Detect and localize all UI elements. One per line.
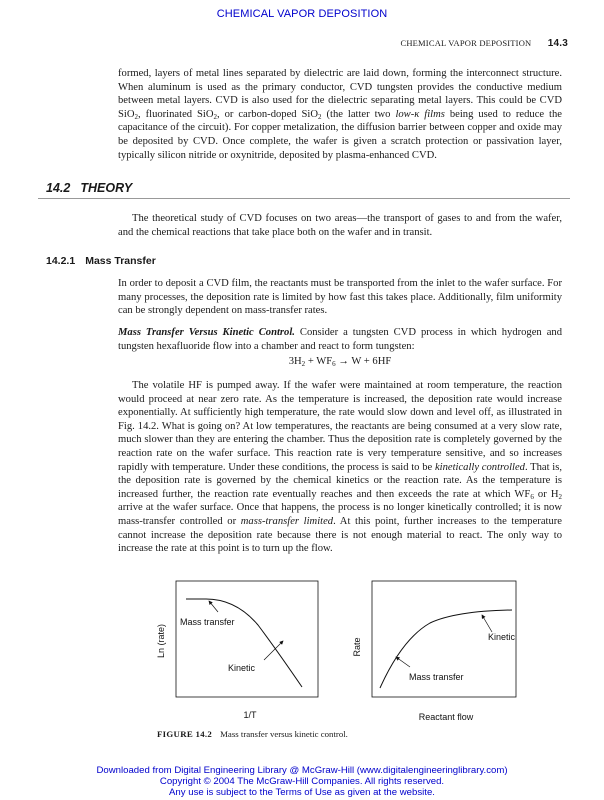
temperature-paragraph bbox=[118, 379, 562, 556]
intro-text-3: , or carbon-doped SiO bbox=[217, 108, 319, 120]
mass-transfer-paragraph: In order to deposit a CVD film, the reactants must be transported from the inlet to the wafer surface. For many processes, the deposition rate is limited by how fast this takes place. Additionally, film uniformity can be strongly dependent on mass-transfer rates. bbox=[118, 278, 562, 317]
temp-sub-1: 6 bbox=[530, 492, 534, 501]
temp-text-1: The volatile HF is pumped away. If the wafer were maintained at room temperature, the reaction would proceed at near zero rate. As the temperature is increased, the deposition rate would increase exponentially. At sufficiently high temperature, the rate would slow down and level off, as illustrated in Fig. 14.2. What is going on? At low temperatures, the reactants are being consumed at a very slow rate, much slower than they are entering the chamber. Thus the deposition rate is completely governed by the reaction rate on the wafer surface. This reaction rate is very temperature sensitive, and so increases rapidly with temperature. Under these conditions, the process is said to be bbox=[118, 380, 562, 473]
temp-text-5: . At this point, further increases to the temperature cannot increase the deposition rate because there is not enough material to react. The only way to increase the rate at this point is to turn up the flow. bbox=[118, 515, 562, 555]
right-label-kinetic: Kinetic bbox=[488, 632, 516, 642]
footer bbox=[0, 765, 604, 798]
intro-text-4: (the latter two bbox=[321, 108, 396, 120]
left-arrow-bottom bbox=[264, 641, 283, 660]
caption-text: Mass transfer versus kinetic control. bbox=[220, 729, 348, 739]
footer-copyright: Copyright © 2004 The McGraw-Hill Companies. All rights reserved. bbox=[159, 776, 445, 787]
intro-sub-1: 2 bbox=[134, 112, 138, 121]
intro-text-1: formed, layers of metal lines separated by dielectric are laid down, forming the interconnect structure. When aluminum is used as the primary conductor, CVD tungsten provides the conductive medium between metal layers. CVD is also used for the dielectric separating metal layers. This could be CVD SiO bbox=[118, 68, 562, 120]
left-panel bbox=[156, 581, 318, 720]
temp-italic-kinetic: kinetically controlled bbox=[434, 461, 525, 473]
footer-terms-link[interactable]: Any use is subject to the Terms of Use as given at the website. bbox=[169, 787, 435, 798]
right-label-mass-transfer: Mass transfer bbox=[409, 672, 464, 682]
eq-sub-b: 6 bbox=[332, 360, 336, 368]
kinetic-control-paragraph bbox=[118, 326, 562, 353]
right-xlabel: Reactant flow bbox=[418, 712, 474, 722]
document-banner: CHEMICAL VAPOR DEPOSITION bbox=[216, 8, 388, 20]
left-label-mass-transfer: Mass transfer bbox=[180, 617, 235, 627]
temp-italic-mtl: mass-transfer limited bbox=[240, 515, 334, 527]
temp-sub-2: 2 bbox=[558, 492, 562, 501]
left-label-kinetic: Kinetic bbox=[228, 663, 256, 673]
section-heading bbox=[46, 181, 132, 195]
eq-term-c: → W + 6HF bbox=[335, 356, 392, 367]
subsection-heading bbox=[46, 255, 156, 267]
section-title: THEORY bbox=[80, 181, 133, 195]
subsection-number: 14.2.1 bbox=[46, 255, 76, 267]
section-number: 14.2 bbox=[46, 181, 71, 195]
running-head-title: CHEMICAL VAPOR DEPOSITION bbox=[400, 38, 532, 48]
kinetic-control-text: Consider a tungsten CVD process in which hydrogen and tungsten hexafluoride flow into a chamber and react to form tungsten: bbox=[118, 327, 562, 352]
right-arrow-top bbox=[482, 615, 492, 632]
right-panel bbox=[352, 581, 516, 722]
left-curve bbox=[186, 599, 302, 687]
run-in-heading: Mass Transfer Versus Kinetic Control. bbox=[118, 327, 295, 338]
running-head bbox=[400, 38, 568, 49]
right-ylabel: Rate bbox=[352, 637, 362, 657]
temp-text-3: or H bbox=[533, 488, 559, 500]
theory-paragraph: The theoretical study of CVD focuses on two areas—the transport of gases to and from the wafer, and the chemical reactions that take place both on the wafer and in transit. bbox=[118, 213, 562, 238]
eq-term-b: + WF bbox=[305, 356, 333, 367]
figure-14-2 bbox=[140, 575, 540, 725]
right-arrow-bottom bbox=[396, 657, 410, 667]
intro-italic-lowk: low-κ films bbox=[395, 108, 445, 120]
left-xlabel: 1/T bbox=[243, 710, 257, 720]
intro-sub-2: 2 bbox=[213, 112, 217, 121]
eq-sub-a: 2 bbox=[301, 360, 306, 368]
footer-download-link[interactable]: Downloaded from Digital Engineering Library @ McGraw-Hill (www.digitalengineeringlibrary.com) bbox=[96, 765, 508, 776]
eq-term-a: 3H bbox=[288, 356, 302, 367]
intro-text-2: , fluorinated SiO bbox=[138, 108, 214, 120]
reaction-equation bbox=[118, 356, 562, 367]
intro-paragraph bbox=[118, 67, 562, 162]
subsection-title: Mass Transfer bbox=[85, 255, 156, 267]
section-rule bbox=[38, 198, 570, 199]
left-ylabel: Ln (rate) bbox=[156, 623, 166, 659]
temp-text-2: . That is, the deposition rate is governed by the chemical kinetics or the reaction rate. As the temperature is increased further, the reaction rate eventually reaches and then exceeds the rate at which WF bbox=[118, 461, 562, 500]
caption-label: FIGURE 14.2 bbox=[157, 729, 213, 739]
intro-text-5: being used to reduce the capacitance of the circuit). For copper metalization, the diffusion barrier between copper and oxide may be deposited by CVD. Once complete, the wafer is given a scratch protection or passivation layer, typically silicon nitride or oxynitride, deposited by plasma-enhanced CVD. bbox=[118, 108, 562, 161]
left-arrow-top bbox=[209, 601, 218, 612]
intro-sub-3: 2 bbox=[318, 112, 322, 121]
temp-text-4: arrive at the wafer surface. Once that happens, the process is no longer kinetically controlled; it is now mass-transfer controlled or bbox=[118, 502, 562, 527]
figure-caption bbox=[157, 729, 348, 739]
page-number: 14.3 bbox=[547, 38, 568, 49]
